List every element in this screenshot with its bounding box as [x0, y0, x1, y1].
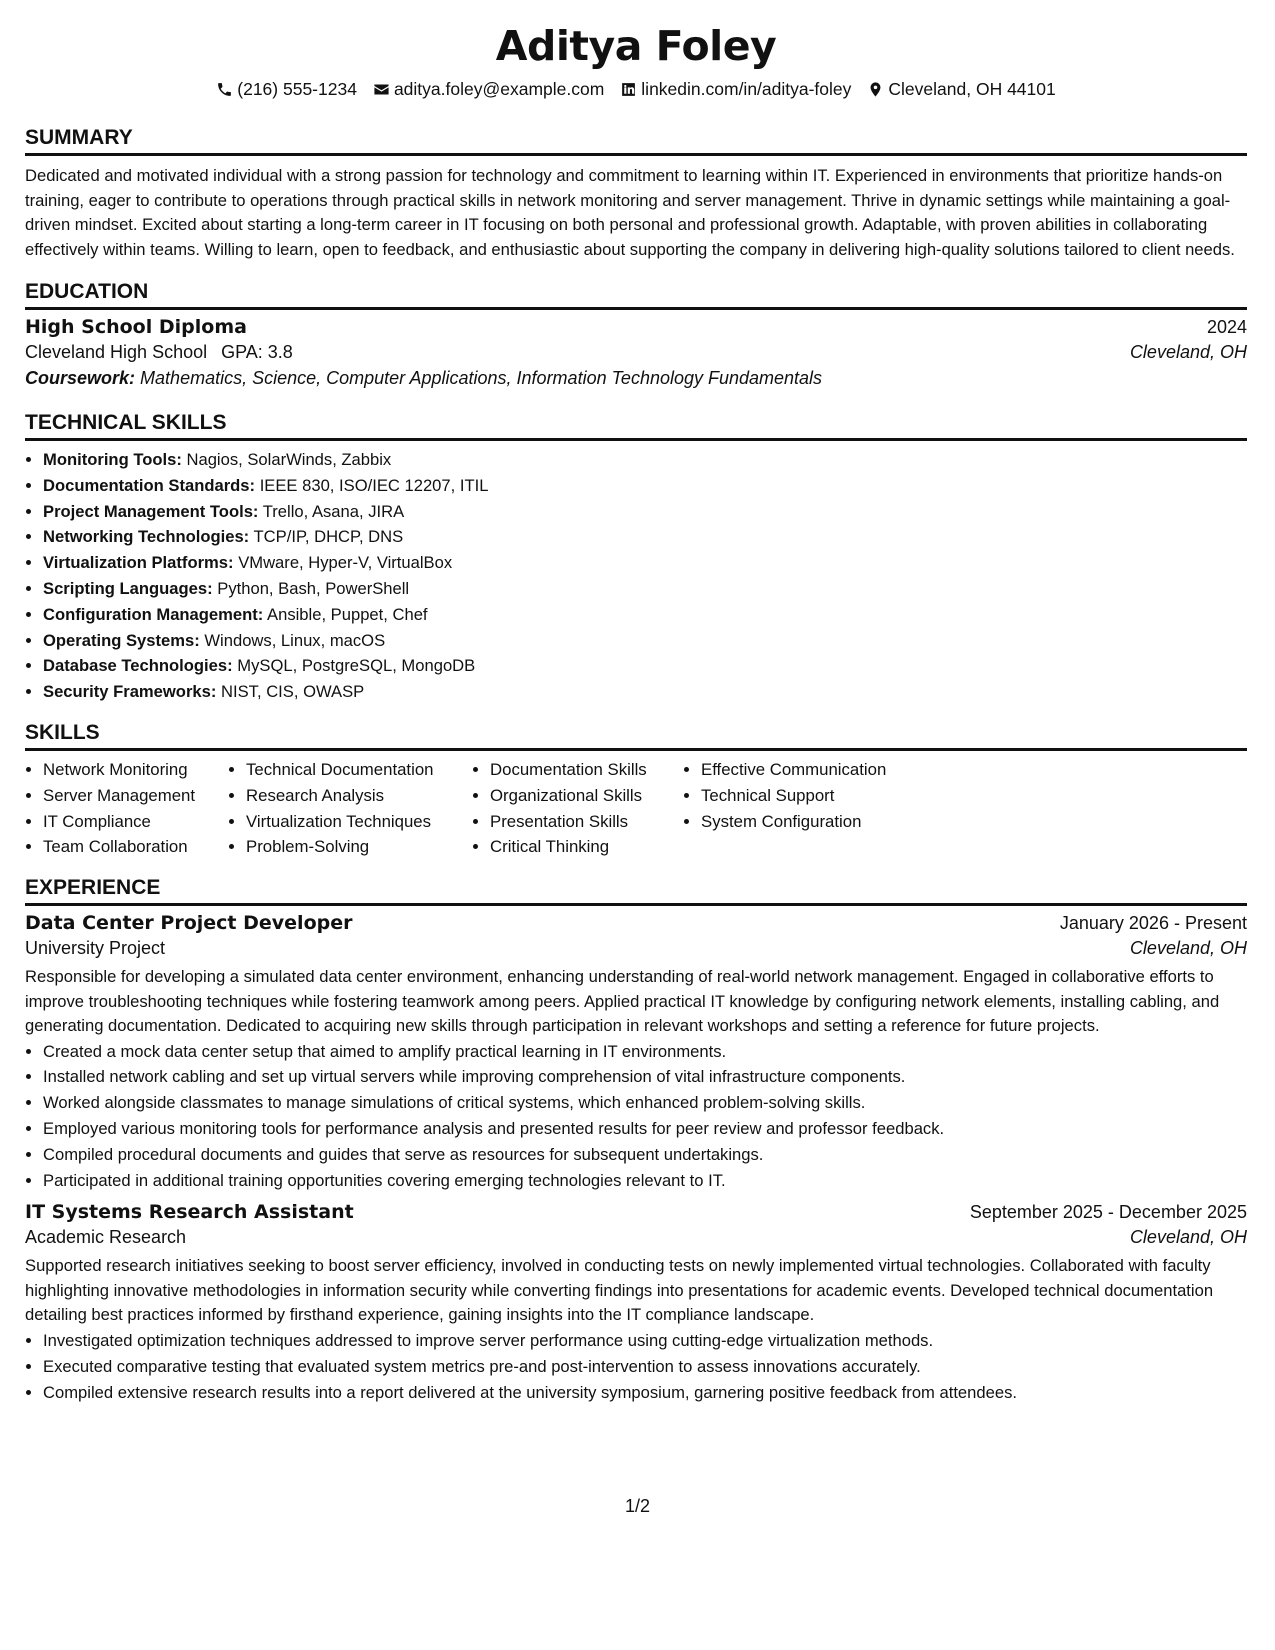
technical-skills-heading: TECHNICAL SKILLS	[25, 409, 1247, 441]
list-item: • Technical Documentation	[246, 757, 472, 783]
phone-text: (216) 555-1234	[237, 79, 357, 99]
job-org: University Project	[25, 938, 166, 959]
coursework	[25, 368, 1247, 389]
skill-label: Operating Systems:	[43, 630, 200, 650]
coursework-label: Coursework:	[25, 368, 136, 388]
education-year: 2024	[1206, 317, 1247, 337]
summary-text: Dedicated and motivated individual with a strong passion for technology and commitment to learning within IT. Experienced in environments that prioritize hands-on training, eager to contribute to operations through practical skills in network monitoring and server management. Thrive in dynamic settings while maintaining a goal-driven mindset. Excited about starting a long-term career in IT focusing on both personal and professional growth. Adaptable, with proven abilities in collaborating effectively within teams. Willing to learn, open to feedback, and enthusiastic about supporting the company in delivering high-quality solutions tailored to client needs.	[25, 166, 1235, 259]
skill-value: NIST, CIS, OWASP	[221, 682, 365, 702]
technical-skills-section	[25, 409, 1247, 705]
gpa: GPA: 3.8	[221, 342, 293, 362]
skill-label: Monitoring Tools:	[43, 450, 182, 469]
job-location: Cleveland, OH	[1129, 938, 1247, 959]
linkedin-link[interactable]: linkedin.com/in/aditya-foley	[641, 79, 852, 99]
skill-label: Networking Technologies:	[43, 527, 250, 547]
skill-value: MySQL, PostgreSQL, MongoDB	[237, 656, 476, 676]
resume-page	[25, 18, 1247, 1405]
skills-column	[228, 757, 472, 860]
degree-title: High School Diploma	[25, 316, 247, 338]
job-dates: September 2025 - December 2025	[969, 1202, 1247, 1223]
list-item	[43, 576, 1247, 602]
skill-label: Documentation Standards:	[43, 475, 256, 495]
contact-phone	[216, 76, 357, 102]
list-item	[43, 499, 1247, 525]
list-item: • Participated in additional training opportunities covering emerging technologies relevant to IT.	[43, 1168, 1247, 1194]
school-line	[25, 342, 293, 363]
list-item: • System Configuration	[701, 809, 941, 835]
skills-column	[25, 757, 228, 860]
skill-label: Security Frameworks:	[43, 682, 217, 702]
list-item	[43, 602, 1247, 628]
list-item: • Created a mock data center setup that aimed to amplify practical learning in IT environments.	[43, 1039, 1247, 1065]
skills-grid	[25, 757, 1247, 860]
list-item: • Technical Support	[701, 783, 941, 809]
summary-section	[25, 124, 1247, 262]
job-bullets	[25, 1328, 1247, 1405]
job-bullets	[25, 1039, 1247, 1194]
list-item	[43, 679, 1247, 705]
job-entry	[25, 912, 1247, 1193]
list-item: • Employed various monitoring tools for performance analysis and presented results for peer review and professor feedback.	[43, 1116, 1247, 1142]
list-item: • Effective Communication	[701, 757, 941, 783]
list-item	[43, 550, 1247, 576]
list-item: • Compiled extensive research results into a report delivered at the university symposium, garnering positive feedback from attendees.	[43, 1380, 1247, 1406]
summary-heading: SUMMARY	[25, 124, 1247, 156]
skill-value: Python, Bash, PowerShell	[217, 578, 410, 598]
skill-value: Nagios, SolarWinds, Zabbix	[186, 450, 392, 469]
skill-value: Trello, Asana, JIRA	[262, 501, 405, 521]
job-title: IT Systems Research Assistant	[25, 1201, 354, 1224]
list-item: • Investigated optimization techniques addressed to improve server performance using cutting-edge virtualization methods.	[43, 1328, 1247, 1354]
contact-linkedin[interactable]	[620, 76, 851, 102]
list-item: • Documentation Skills	[490, 757, 683, 783]
envelope-icon	[373, 81, 390, 98]
phone-icon	[216, 81, 233, 98]
job-description: Supported research initiatives seeking to boost server efficiency, involved in conducting tests on newly implemented virtual technologies. Collaborated with faculty highlighting innovative methodologies in information security while converting findings into presentations for academic events. Developed technical documentation detailing best practices informed by firsthand experience, gaining insights into the IT compliance landscape.	[25, 1256, 1214, 1325]
skill-label: Configuration Management:	[43, 604, 264, 624]
skill-label: Project Management Tools:	[43, 501, 259, 521]
experience-section	[25, 874, 1247, 1405]
list-item	[43, 628, 1247, 654]
education-location: Cleveland, OH	[1129, 342, 1247, 362]
education-section	[25, 278, 1247, 389]
email-link[interactable]: aditya.foley@example.com	[393, 79, 605, 99]
list-item	[43, 447, 1247, 473]
skills-section	[25, 719, 1247, 860]
location-text: Cleveland, OH 44101	[888, 79, 1056, 99]
job-dates: January 2026 - Present	[1059, 913, 1247, 934]
coursework-text: Mathematics, Science, Computer Applications, Information Technology Fundamentals	[140, 368, 823, 388]
school-name: Cleveland High School	[25, 342, 208, 362]
skills-column	[683, 757, 941, 860]
list-item: • Problem-Solving	[246, 834, 472, 860]
candidate-name: Aditya Foley	[495, 22, 777, 70]
contact-location	[867, 76, 1055, 102]
list-item: • Presentation Skills	[490, 809, 683, 835]
skill-value: Windows, Linux, macOS	[204, 630, 386, 650]
skill-value: Ansible, Puppet, Chef	[267, 604, 428, 624]
skill-value: IEEE 830, ISO/IEC 12207, ITIL	[259, 475, 489, 495]
experience-heading: EXPERIENCE	[25, 874, 1247, 906]
list-item: • Worked alongside classmates to manage simulations of critical systems, which enhanced problem-solving skills.	[43, 1090, 1247, 1116]
list-item: • Organizational Skills	[490, 783, 683, 809]
list-item: • Virtualization Techniques	[246, 809, 472, 835]
job-org: Academic Research	[25, 1227, 187, 1248]
contact-bar	[25, 76, 1247, 102]
job-description: Responsible for developing a simulated data center environment, enhancing understanding of real-world network management. Engaged in collaborative efforts to improve troubleshooting techniques while fostering teamwork among peers. Applied practical IT knowledge by configuring network elements, installing cabling, and generating documentation. Dedicated to acquiring new skills through participation in relevant workshops and setting a reference for future projects.	[25, 967, 1220, 1036]
job-title: Data Center Project Developer	[25, 912, 353, 935]
list-item: • Executed comparative testing that evaluated system metrics pre-and post-intervention to assess innovations accurately.	[43, 1354, 1247, 1380]
technical-skills-list	[25, 447, 1247, 705]
list-item	[43, 653, 1247, 679]
page-number: 1/2	[624, 1496, 651, 1516]
list-item: • IT Compliance	[43, 809, 228, 835]
list-item: • Critical Thinking	[490, 834, 683, 860]
skill-value: TCP/IP, DHCP, DNS	[253, 527, 404, 547]
skill-value: VMware, Hyper-V, VirtualBox	[238, 553, 453, 573]
list-item: • Network Monitoring	[43, 757, 228, 783]
list-item: • Compiled procedural documents and guides that serve as resources for subsequent undertakings.	[43, 1142, 1247, 1168]
education-heading: EDUCATION	[25, 278, 1247, 310]
skills-heading: SKILLS	[25, 719, 1247, 751]
list-item: • Server Management	[43, 783, 228, 809]
list-item: • Installed network cabling and set up virtual servers while improving comprehension of vital infrastructure components.	[43, 1064, 1247, 1090]
contact-email[interactable]	[373, 76, 604, 102]
skill-label: Database Technologies:	[43, 656, 233, 676]
job-location: Cleveland, OH	[1129, 1227, 1247, 1248]
list-item: • Team Collaboration	[43, 834, 228, 860]
linkedin-icon	[620, 81, 637, 98]
skill-label: Scripting Languages:	[43, 578, 213, 598]
map-pin-icon	[867, 81, 884, 98]
skills-column	[472, 757, 683, 860]
list-item	[43, 524, 1247, 550]
list-item: • Research Analysis	[246, 783, 472, 809]
skill-label: Virtualization Platforms:	[43, 553, 234, 573]
job-entry	[25, 1201, 1247, 1405]
list-item	[43, 473, 1247, 499]
